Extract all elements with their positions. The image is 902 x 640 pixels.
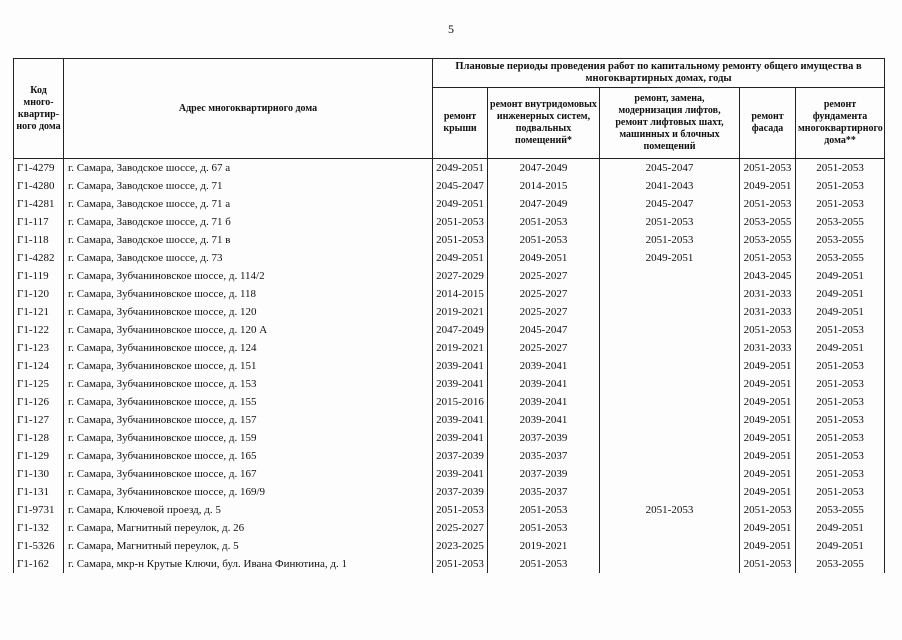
cell-roof-period: 2039-2041 <box>433 429 488 447</box>
cell-code: Г1-4279 <box>14 159 64 178</box>
cell-code: Г1-4281 <box>14 195 64 213</box>
cell-foundation-period: 2053-2055 <box>796 501 885 519</box>
table-row <box>14 429 885 447</box>
cell-engineering-period: 2049-2051 <box>488 249 600 267</box>
cell-lifts-period <box>600 429 740 447</box>
cell-foundation-period: 2053-2055 <box>796 555 885 573</box>
table-row <box>14 231 885 249</box>
cell-roof-period: 2037-2039 <box>433 483 488 501</box>
cell-engineering-period: 2047-2049 <box>488 195 600 213</box>
cell-engineering-period: 2039-2041 <box>488 393 600 411</box>
cell-foundation-period: 2049-2051 <box>796 519 885 537</box>
cell-facade-period: 2031-2033 <box>740 303 796 321</box>
header-roof: ремонт крыши <box>433 88 488 159</box>
cell-code: Г1-126 <box>14 393 64 411</box>
cell-address: г. Самара, Зубчаниновское шоссе, д. 165 <box>64 447 433 465</box>
cell-engineering-period: 2039-2041 <box>488 357 600 375</box>
header-lifts: ремонт, замена, модернизация лифтов, ремонт лифтовых шахт, машинных и блочных помещений <box>600 88 740 159</box>
cell-foundation-period: 2049-2051 <box>796 285 885 303</box>
cell-roof-period: 2039-2041 <box>433 465 488 483</box>
cell-facade-period: 2051-2053 <box>740 321 796 339</box>
cell-address: г. Самара, Заводское шоссе, д. 71 а <box>64 195 433 213</box>
table-row <box>14 501 885 519</box>
cell-lifts-period: 2045-2047 <box>600 159 740 178</box>
cell-roof-period: 2019-2021 <box>433 339 488 357</box>
cell-roof-period: 2049-2051 <box>433 249 488 267</box>
cell-roof-period: 2049-2051 <box>433 159 488 178</box>
header-engineering: ремонт внутридомовых инженерных систем, подвальных помещений* <box>488 88 600 159</box>
cell-address: г. Самара, Зубчаниновское шоссе, д. 114/2 <box>64 267 433 285</box>
cell-facade-period: 2051-2053 <box>740 501 796 519</box>
cell-address: г. Самара, Зубчаниновское шоссе, д. 120 <box>64 303 433 321</box>
cell-facade-period: 2049-2051 <box>740 393 796 411</box>
cell-roof-period: 2039-2041 <box>433 375 488 393</box>
cell-code: Г1-9731 <box>14 501 64 519</box>
cell-code: Г1-123 <box>14 339 64 357</box>
cell-address: г. Самара, Зубчаниновское шоссе, д. 169/9 <box>64 483 433 501</box>
table-row <box>14 267 885 285</box>
cell-facade-period: 2051-2053 <box>740 555 796 573</box>
cell-lifts-period: 2051-2053 <box>600 231 740 249</box>
cell-code: Г1-128 <box>14 429 64 447</box>
cell-facade-period: 2049-2051 <box>740 447 796 465</box>
cell-foundation-period: 2053-2055 <box>796 231 885 249</box>
cell-code: Г1-127 <box>14 411 64 429</box>
cell-lifts-period <box>600 357 740 375</box>
cell-lifts-period <box>600 267 740 285</box>
cell-address: г. Самара, Зубчаниновское шоссе, д. 120 А <box>64 321 433 339</box>
cell-roof-period: 2019-2021 <box>433 303 488 321</box>
table-row <box>14 357 885 375</box>
cell-foundation-period: 2051-2053 <box>796 357 885 375</box>
cell-lifts-period <box>600 465 740 483</box>
cell-code: Г1-5326 <box>14 537 64 555</box>
cell-address: г. Самара, Зубчаниновское шоссе, д. 124 <box>64 339 433 357</box>
page-number: 5 <box>448 22 454 36</box>
table-row <box>14 285 885 303</box>
table-row <box>14 375 885 393</box>
cell-roof-period: 2015-2016 <box>433 393 488 411</box>
cell-code: Г1-132 <box>14 519 64 537</box>
cell-address: г. Самара, Магнитный переулок, д. 26 <box>64 519 433 537</box>
cell-engineering-period: 2037-2039 <box>488 465 600 483</box>
header-facade: ремонт фасада <box>740 88 796 159</box>
cell-foundation-period: 2051-2053 <box>796 447 885 465</box>
table-row <box>14 483 885 501</box>
cell-code: Г1-131 <box>14 483 64 501</box>
cell-facade-period: 2049-2051 <box>740 357 796 375</box>
cell-facade-period: 2049-2051 <box>740 411 796 429</box>
cell-lifts-period <box>600 555 740 573</box>
cell-facade-period: 2053-2055 <box>740 213 796 231</box>
cell-foundation-period: 2051-2053 <box>796 195 885 213</box>
cell-engineering-period: 2051-2053 <box>488 555 600 573</box>
cell-code: Г1-119 <box>14 267 64 285</box>
cell-lifts-period <box>600 303 740 321</box>
table-body <box>14 159 885 574</box>
cell-engineering-period: 2035-2037 <box>488 447 600 465</box>
cell-facade-period: 2049-2051 <box>740 375 796 393</box>
cell-roof-period: 2047-2049 <box>433 321 488 339</box>
cell-roof-period: 2027-2029 <box>433 267 488 285</box>
cell-lifts-period <box>600 285 740 303</box>
cell-address: г. Самара, Заводское шоссе, д. 71 в <box>64 231 433 249</box>
cell-foundation-period: 2051-2053 <box>796 177 885 195</box>
cell-engineering-period: 2019-2021 <box>488 537 600 555</box>
cell-lifts-period: 2051-2053 <box>600 213 740 231</box>
cell-roof-period: 2051-2053 <box>433 231 488 249</box>
cell-code: Г1-121 <box>14 303 64 321</box>
cell-facade-period: 2049-2051 <box>740 429 796 447</box>
cell-roof-period: 2014-2015 <box>433 285 488 303</box>
table-row <box>14 465 885 483</box>
cell-address: г. Самара, Ключевой проезд, д. 5 <box>64 501 433 519</box>
cell-address: г. Самара, Зубчаниновское шоссе, д. 155 <box>64 393 433 411</box>
cell-foundation-period: 2049-2051 <box>796 537 885 555</box>
cell-engineering-period: 2025-2027 <box>488 267 600 285</box>
table-row <box>14 447 885 465</box>
cell-engineering-period: 2051-2053 <box>488 213 600 231</box>
cell-foundation-period: 2053-2055 <box>796 213 885 231</box>
cell-facade-period: 2051-2053 <box>740 249 796 267</box>
cell-foundation-period: 2051-2053 <box>796 411 885 429</box>
cell-roof-period: 2039-2041 <box>433 357 488 375</box>
table-row <box>14 555 885 573</box>
cell-code: Г1-4282 <box>14 249 64 267</box>
cell-foundation-period: 2051-2053 <box>796 159 885 178</box>
cell-engineering-period: 2014-2015 <box>488 177 600 195</box>
table-row <box>14 393 885 411</box>
cell-code: Г1-124 <box>14 357 64 375</box>
cell-roof-period: 2051-2053 <box>433 501 488 519</box>
cell-roof-period: 2023-2025 <box>433 537 488 555</box>
cell-lifts-period: 2045-2047 <box>600 195 740 213</box>
cell-roof-period: 2039-2041 <box>433 411 488 429</box>
cell-lifts-period <box>600 411 740 429</box>
cell-foundation-period: 2051-2053 <box>796 375 885 393</box>
cell-foundation-period: 2051-2053 <box>796 321 885 339</box>
cell-engineering-period: 2025-2027 <box>488 339 600 357</box>
cell-facade-period: 2031-2033 <box>740 339 796 357</box>
cell-code: Г1-117 <box>14 213 64 231</box>
cell-lifts-period <box>600 393 740 411</box>
cell-facade-period: 2049-2051 <box>740 519 796 537</box>
cell-engineering-period: 2035-2037 <box>488 483 600 501</box>
cell-facade-period: 2049-2051 <box>740 465 796 483</box>
table-row <box>14 195 885 213</box>
table-row <box>14 537 885 555</box>
cell-address: г. Самара, Заводское шоссе, д. 73 <box>64 249 433 267</box>
cell-code: Г1-4280 <box>14 177 64 195</box>
cell-roof-period: 2049-2051 <box>433 195 488 213</box>
cell-address: г. Самара, Заводское шоссе, д. 67 а <box>64 159 433 178</box>
cell-facade-period: 2031-2033 <box>740 285 796 303</box>
cell-engineering-period: 2039-2041 <box>488 411 600 429</box>
cell-foundation-period: 2053-2055 <box>796 249 885 267</box>
table-row <box>14 303 885 321</box>
table-row <box>14 177 885 195</box>
cell-facade-period: 2049-2051 <box>740 537 796 555</box>
cell-address: г. Самара, Зубчаниновское шоссе, д. 151 <box>64 357 433 375</box>
table-header <box>14 59 885 159</box>
cell-code: Г1-120 <box>14 285 64 303</box>
cell-roof-period: 2025-2027 <box>433 519 488 537</box>
cell-code: Г1-125 <box>14 375 64 393</box>
cell-lifts-period <box>600 537 740 555</box>
cell-lifts-period: 2051-2053 <box>600 501 740 519</box>
cell-engineering-period: 2051-2053 <box>488 519 600 537</box>
cell-lifts-period: 2049-2051 <box>600 249 740 267</box>
table-row <box>14 321 885 339</box>
cell-address: г. Самара, Зубчаниновское шоссе, д. 118 <box>64 285 433 303</box>
cell-facade-period: 2051-2053 <box>740 159 796 178</box>
cell-lifts-period <box>600 321 740 339</box>
header-address: Адрес многоквартирного дома <box>64 59 433 159</box>
cell-foundation-period: 2049-2051 <box>796 339 885 357</box>
cell-address: г. Самара, мкр-н Крутые Ключи, бул. Ивана Финютина, д. 1 <box>64 555 433 573</box>
cell-facade-period: 2049-2051 <box>740 177 796 195</box>
cell-foundation-period: 2049-2051 <box>796 267 885 285</box>
cell-engineering-period: 2047-2049 <box>488 159 600 178</box>
cell-code: Г1-162 <box>14 555 64 573</box>
cell-foundation-period: 2049-2051 <box>796 303 885 321</box>
cell-roof-period: 2037-2039 <box>433 447 488 465</box>
cell-facade-period: 2053-2055 <box>740 231 796 249</box>
table-row <box>14 159 885 178</box>
cell-engineering-period: 2039-2041 <box>488 375 600 393</box>
cell-roof-period: 2051-2053 <box>433 555 488 573</box>
table-row <box>14 249 885 267</box>
cell-engineering-period: 2051-2053 <box>488 231 600 249</box>
cell-engineering-period: 2025-2027 <box>488 303 600 321</box>
cell-code: Г1-118 <box>14 231 64 249</box>
cell-engineering-period: 2051-2053 <box>488 501 600 519</box>
table-row <box>14 339 885 357</box>
cell-lifts-period <box>600 483 740 501</box>
cell-address: г. Самара, Зубчаниновское шоссе, д. 167 <box>64 465 433 483</box>
cell-lifts-period <box>600 339 740 357</box>
cell-engineering-period: 2045-2047 <box>488 321 600 339</box>
cell-engineering-period: 2037-2039 <box>488 429 600 447</box>
cell-foundation-period: 2051-2053 <box>796 465 885 483</box>
cell-address: г. Самара, Зубчаниновское шоссе, д. 159 <box>64 429 433 447</box>
header-foundation: ремонт фундамента многоквартирного дома** <box>796 88 885 159</box>
cell-lifts-period <box>600 375 740 393</box>
cell-foundation-period: 2051-2053 <box>796 429 885 447</box>
table-row <box>14 411 885 429</box>
capital-repair-schedule-table <box>13 58 885 573</box>
cell-address: г. Самара, Заводское шоссе, д. 71 <box>64 177 433 195</box>
cell-roof-period: 2045-2047 <box>433 177 488 195</box>
cell-facade-period: 2049-2051 <box>740 483 796 501</box>
table-row <box>14 213 885 231</box>
cell-code: Г1-129 <box>14 447 64 465</box>
cell-code: Г1-122 <box>14 321 64 339</box>
cell-facade-period: 2051-2053 <box>740 195 796 213</box>
cell-address: г. Самара, Зубчаниновское шоссе, д. 153 <box>64 375 433 393</box>
cell-facade-period: 2043-2045 <box>740 267 796 285</box>
cell-foundation-period: 2051-2053 <box>796 483 885 501</box>
cell-lifts-period <box>600 519 740 537</box>
cell-code: Г1-130 <box>14 465 64 483</box>
cell-lifts-period: 2041-2043 <box>600 177 740 195</box>
cell-address: г. Самара, Магнитный переулок, д. 5 <box>64 537 433 555</box>
cell-address: г. Самара, Зубчаниновское шоссе, д. 157 <box>64 411 433 429</box>
table-row <box>14 519 885 537</box>
cell-engineering-period: 2025-2027 <box>488 285 600 303</box>
cell-address: г. Самара, Заводское шоссе, д. 71 б <box>64 213 433 231</box>
cell-lifts-period <box>600 447 740 465</box>
header-code: Код много-квартир-ного дома <box>14 59 64 159</box>
header-planned-periods: Плановые периоды проведения работ по капитальному ремонту общего имущества в многоквартирных домах, годы <box>433 59 885 88</box>
cell-foundation-period: 2051-2053 <box>796 393 885 411</box>
cell-roof-period: 2051-2053 <box>433 213 488 231</box>
